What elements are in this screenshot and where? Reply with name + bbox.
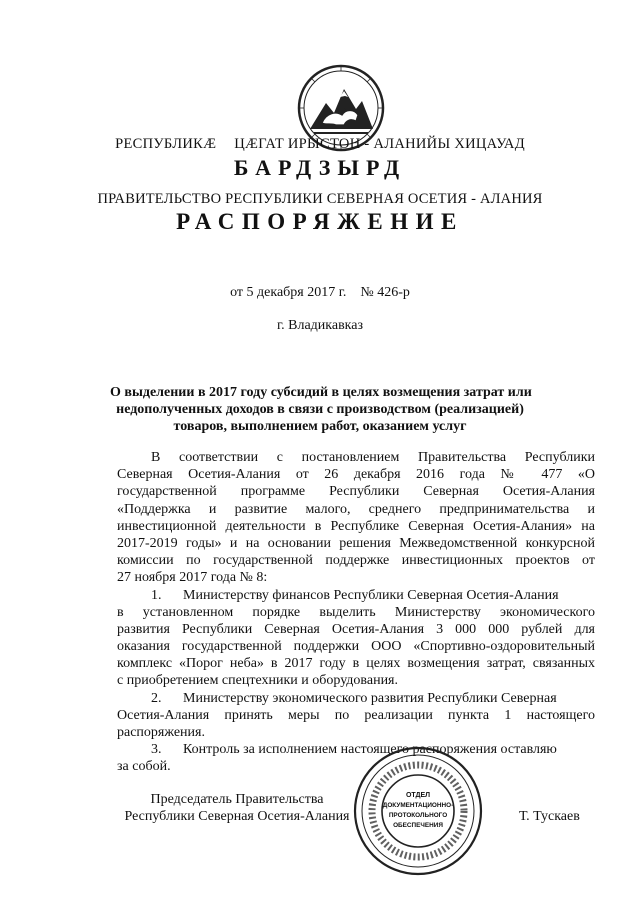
document-subject-title bbox=[110, 384, 530, 435]
stamp-line: ДОКУМЕНТАЦИОННО- bbox=[382, 802, 454, 809]
body-line: Осетия-Алания принять меры по реализации пункта 1 настоящего bbox=[117, 707, 595, 723]
body-line: комиссии по государственной поддержке инвестиционных проектов от bbox=[117, 553, 595, 569]
title-line: О выделении в 2017 году субсидий в целях возмещения затрат или bbox=[110, 385, 532, 400]
body-line: в установленном порядке выделить Министерству экономического bbox=[117, 604, 595, 620]
stamp-line: ПРОТОКОЛЬНОГО bbox=[388, 812, 448, 819]
item-number: 1. bbox=[151, 587, 162, 603]
body-line: Северная Осетия-Алания от 26 декабря 2016 года № 477 «О bbox=[117, 467, 595, 483]
position-line: Председатель Правительства bbox=[150, 792, 324, 807]
header-republic-ossetian: РЕСПУБЛИКӔ ЦӔГАТ ИРЫСТОН - АЛАНИЙЫ ХИЦАУАД bbox=[115, 136, 525, 152]
item-number: 3. bbox=[151, 742, 162, 758]
body-line: 27 ноября 2017 года № 8: bbox=[117, 570, 268, 586]
title-line: товаров, выполнением работ, оказанием услуг bbox=[173, 419, 467, 434]
body-line: развития Республики Северная Осетия-Алания 3 000 000 рублей для bbox=[117, 621, 595, 637]
body-line: В соответствии с постановлением Правительства Республики bbox=[151, 450, 595, 465]
stamp-line: ОТДЕЛ bbox=[405, 792, 431, 799]
document-body bbox=[117, 449, 595, 776]
body-line: инвестиционной деятельности в Республике Северная Осетия-Алания» на bbox=[117, 518, 595, 534]
body-line: за собой. bbox=[117, 759, 171, 775]
document-type-title: РАСПОРЯЖЕНИЕ bbox=[176, 209, 464, 234]
signatory-position bbox=[117, 791, 357, 825]
item-3-first-line: 3. Контроль за исполнением настоящего распоряжения оставляю bbox=[117, 741, 595, 758]
document-date-number: от 5 декабря 2017 г. № 426-р bbox=[230, 285, 410, 300]
body-line: с приобретением спецтехники и оборудования. bbox=[117, 673, 398, 689]
header-bardzyrd: БАРДЗЫРД bbox=[233, 155, 407, 180]
body-line: «Поддержка и развитие малого, среднего предпринимательства и bbox=[117, 501, 595, 517]
body-line: государственной программе Республики Северная Осетия-Алания bbox=[117, 484, 595, 500]
item-number: 2. bbox=[151, 690, 162, 706]
document-city: г. Владикавказ bbox=[276, 318, 364, 333]
position-line: Республики Северная Осетия-Алания bbox=[124, 809, 350, 824]
title-line: недополученных доходов в связи с производством (реализацией) bbox=[116, 402, 524, 417]
body-line: оказания государственной поддержки ООО «Спортивно-оздоровительный bbox=[117, 639, 595, 655]
item-1-first-line: 1. Министерству финансов Республики Северная Осетия-Алания bbox=[117, 587, 595, 604]
official-stamp bbox=[352, 745, 484, 877]
body-line: 2017-2019 годы» и на основании решения Межведомственной конкурсной bbox=[117, 535, 595, 551]
signatory-name: Т. Тускаев bbox=[519, 809, 580, 824]
body-line: комплекс «Порог неба» в 2017 году в целях возмещения затрат, связанных bbox=[117, 656, 595, 672]
stamp-line: ОБЕСПЕЧЕНИЯ bbox=[393, 822, 443, 829]
header-government: ПРАВИТЕЛЬСТВО РЕСПУБЛИКИ СЕВЕРНАЯ ОСЕТИЯ - АЛАНИЯ bbox=[97, 191, 543, 207]
item-2-first-line: 2. Министерству экономического развития Республики Северная bbox=[117, 690, 595, 707]
body-line: распоряжения. bbox=[117, 725, 205, 740]
